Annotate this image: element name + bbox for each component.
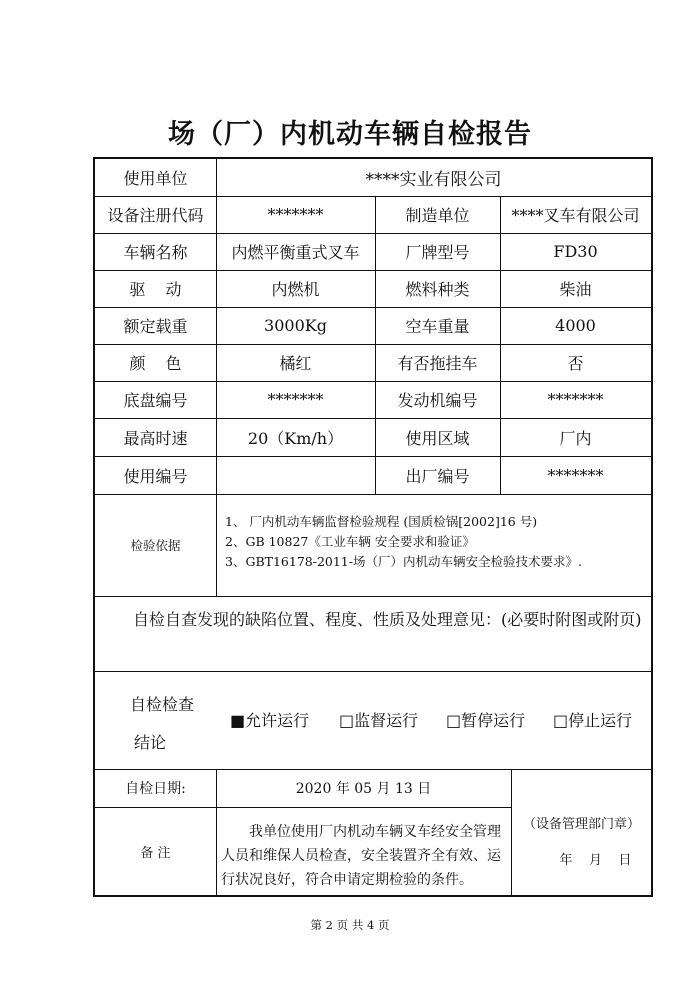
- date-label: 自检日期:: [125, 781, 186, 797]
- row-2-label: 燃料种类: [405, 280, 470, 299]
- row-2-value: 柴油: [559, 280, 592, 299]
- option-suspend[interactable]: [446, 708, 525, 731]
- checkbox-icon[interactable]: □: [339, 711, 355, 730]
- row-1-label: 车辆名称: [123, 243, 188, 262]
- basis-item: 2、GB 10827《工业车辆 安全要求和验证》: [225, 534, 475, 549]
- conclusion-label: [122, 686, 202, 762]
- remarks-label: 备 注: [140, 845, 171, 861]
- unit-label: 使用单位: [123, 169, 188, 188]
- row-4-value: 橘红: [279, 354, 312, 373]
- row-5-label: 发动机编号: [397, 391, 478, 410]
- option-label: 监督运行: [354, 711, 419, 730]
- remarks-text: 我单位使用厂内机动车辆叉车经安全管理人员和维保人员检查，安全装置齐全有效、运行状况良好，符合申请定期检验的条件。: [221, 824, 501, 888]
- row-5-value: *******: [267, 390, 324, 409]
- row-6-value: 厂内: [559, 428, 592, 448]
- row-3-label: 空车重量: [405, 317, 470, 336]
- row-3-value: 3000Kg: [264, 316, 327, 335]
- option-label: 停止运行: [568, 711, 633, 730]
- row-1-value: 内燃平衡重式叉车: [231, 243, 360, 262]
- row-4-value: 否: [567, 354, 584, 373]
- row-7-value: *******: [547, 465, 604, 485]
- option-label: 暂停运行: [461, 711, 526, 730]
- row-1-value: FD30: [553, 242, 598, 261]
- checkbox-icon[interactable]: □: [446, 711, 462, 730]
- option-label: 允许运行: [245, 711, 310, 730]
- date-value: 2020 年 05 月 13 日: [295, 781, 432, 797]
- grid-line: [95, 596, 651, 597]
- stamp-label: （设备管理部门章）: [522, 816, 640, 832]
- row-6-value: 20（Km/h）: [247, 428, 344, 448]
- conclusion-label-line2: 结论: [134, 733, 167, 752]
- row-5-value: *******: [547, 390, 604, 409]
- option-allow[interactable]: [230, 708, 309, 731]
- grid-line: [95, 671, 651, 672]
- page-footer: 第 2 页 共 4 页: [310, 918, 390, 932]
- basis-item: 3、GBT16178-2011-场（厂）内机动车辆安全检验技术要求》.: [225, 554, 582, 569]
- defects-text: 自检自查发现的缺陷位置、程度、性质及处理意见：(必要时附图或附页): [133, 610, 642, 629]
- row-4-label: 颜色: [129, 354, 202, 373]
- row-7-label: 出厂编号: [405, 466, 470, 486]
- row-1-label: 厂牌型号: [405, 243, 470, 262]
- row-7-value: [216, 456, 375, 494]
- row-2-label: 驱动: [129, 280, 202, 299]
- row-0-label: 设备注册代码: [107, 206, 204, 225]
- row-2-value: 内燃机: [271, 280, 320, 299]
- option-stop[interactable]: [553, 708, 632, 731]
- row-7-label: 使用编号: [123, 466, 188, 486]
- row-0-value: *******: [267, 205, 324, 224]
- row-4-label: 有否拖挂车: [397, 354, 478, 373]
- checkbox-icon[interactable]: □: [553, 711, 569, 730]
- checkbox-checked-icon[interactable]: ■: [230, 711, 246, 730]
- row-5-label: 底盘编号: [123, 391, 188, 410]
- row-6-label: 最高时速: [123, 428, 188, 448]
- unit-value: ****实业有限公司: [365, 170, 502, 190]
- basis-list: [225, 512, 582, 572]
- row-3-value: 4000: [555, 316, 596, 335]
- option-supervise[interactable]: [339, 708, 418, 731]
- basis-item: 1、 厂内机动车辆监督检验规程 (国质检锅[2002]16 号): [225, 514, 538, 529]
- row-3-label: 额定载重: [123, 317, 188, 336]
- row-0-label: 制造单位: [405, 206, 470, 225]
- row-0-value: ****叉车有限公司: [511, 206, 640, 225]
- report-title: 场（厂）内机动车辆自检报告: [168, 119, 532, 150]
- conclusion-label-line1: 自检检查: [129, 695, 194, 714]
- basis-label: 检验依据: [130, 538, 181, 553]
- stamp-date: 年 月 日: [559, 852, 632, 868]
- row-6-label: 使用区域: [405, 428, 470, 448]
